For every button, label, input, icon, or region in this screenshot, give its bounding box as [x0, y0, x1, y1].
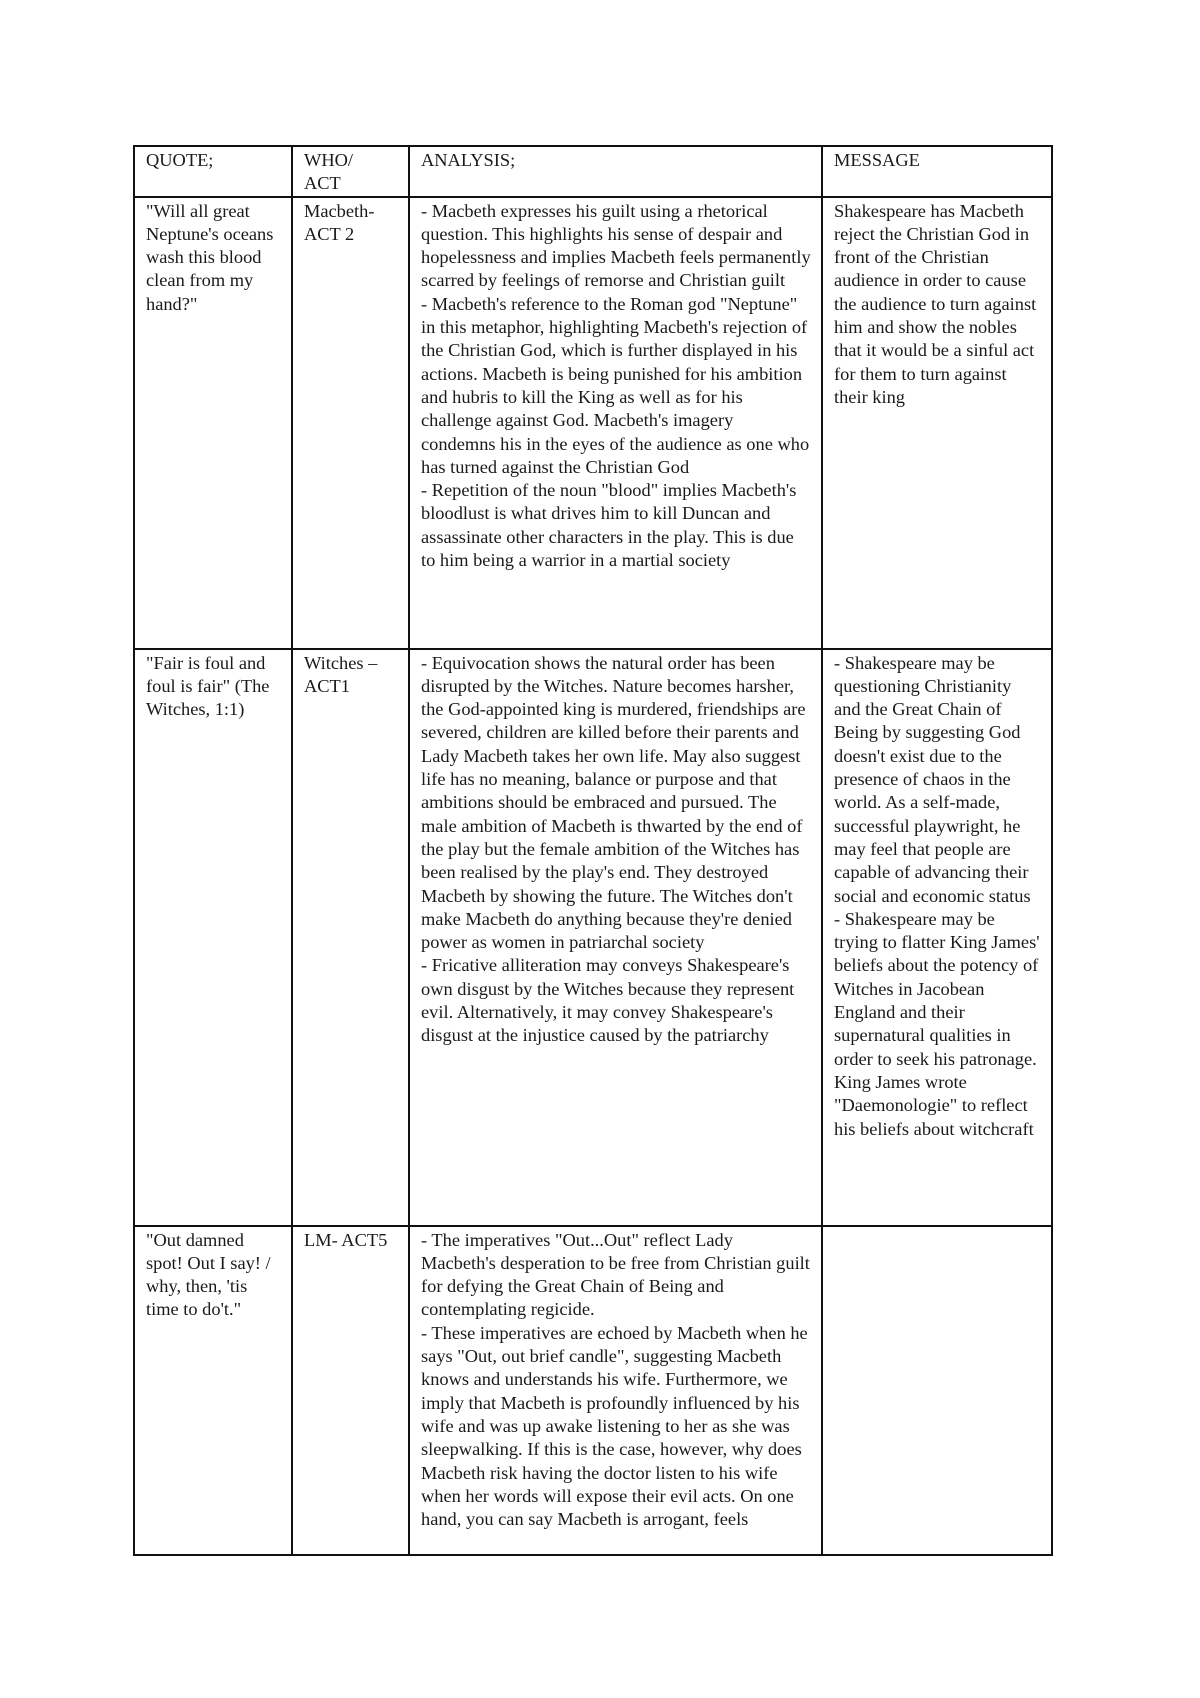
who-act-cell: Witches – ACT1: [292, 649, 409, 1226]
analysis-point: - Equivocation shows the natural order has been disrupted by the Witches. Nature becomes harsher, the God-appointed king is murdered, friendships are severed, children are killed before their parents and Lady Macbeth takes her own life. May also suggest life has no meaning, balance or purpose and that ambitions should be embraced and pursued. The male ambition of Macbeth is thwarted by the end of the play but the female ambition of the Witches has been realised by the play's end. They destroyed Macbeth by showing the future. The Witches don't make Macbeth do anything because they're denied power as women in patriarchal society: [421, 652, 806, 953]
analysis-point: - Macbeth expresses his guilt using a rhetorical question. This highlights his sense of despair and hopelessness and implies Macbeth feels permanently scarred by feelings of remorse and Christian guilt: [421, 200, 811, 291]
message-point: - Shakespeare may be trying to flatter King James' beliefs about the potency of Witches in Jacobean England and their supernatural qualities in order to seek his patronage. King James wrote "Daemonologie" to reflect his beliefs about witchcraft: [834, 908, 1040, 1139]
message-cell: [822, 197, 1052, 649]
header-who-act: WHO/ ACT: [292, 146, 409, 197]
table-header-row: [134, 146, 1052, 197]
message-cell: [822, 649, 1052, 1226]
analysis-point: - Fricative alliteration may conveys Shakespeare's own disgust by the Witches because they represent evil. Alternatively, it may convey Shakespeare's disgust at the injustice caused by the patriarchy: [421, 955, 795, 1046]
message-point: Shakespeare has Macbeth reject the Christian God in front of the Christian audience in order to cause the audience to turn against him and show the nobles that it would be a sinful act for them to turn against their king: [834, 200, 1037, 407]
analysis-cell: [409, 197, 822, 649]
header-analysis: ANALYSIS;: [409, 146, 822, 197]
header-message: MESSAGE: [822, 146, 1052, 197]
analysis-point: - Repetition of the noun "blood" implies Macbeth's bloodlust is what drives him to kill Duncan and assassinate other characters in the play. This is due to him being a warrior in a martial society: [421, 480, 797, 571]
quote-cell: "Fair is foul and foul is fair" (The Witches, 1:1): [134, 649, 292, 1226]
analysis-point: - Macbeth's reference to the Roman god "Neptune" in this metaphor, highlighting Macbeth's rejection of the Christian God, which is further displayed in his actions. Macbeth is being punished for his ambition and hubris to kill the King as well as for his challenge against God. Macbeth's imagery condemns his in the eyes of the audience as one who has turned against the Christian God: [421, 293, 810, 477]
message-cell: [822, 1226, 1052, 1555]
analysis-cell: [409, 649, 822, 1226]
quote-cell: "Out damned spot! Out I say! / why, then, 'tis time to do't.": [134, 1226, 292, 1555]
table-row: [134, 197, 1052, 649]
analysis-cell: [409, 1226, 822, 1555]
who-act-cell: LM- ACT5: [292, 1226, 409, 1555]
quote-analysis-table: [133, 145, 1053, 1556]
message-point: - Shakespeare may be questioning Christianity and the Great Chain of Being by suggesting God doesn't exist due to the presence of chaos in the world. As a self-made, successful playwright, he may feel that people are capable of advancing their social and economic status: [834, 652, 1031, 906]
header-quote: QUOTE;: [134, 146, 292, 197]
analysis-point: - These imperatives are echoed by Macbeth when he says "Out, out brief candle", suggesting Macbeth knows and understands his wife. Furthermore, we imply that Macbeth is profoundly influenced by his wife and was up awake listening to her as she was sleepwalking. If this is the case, however, why does Macbeth risk having the doctor listen to his wife when her words will expose their evil acts. On one hand, you can say Macbeth is arrogant, feels: [421, 1322, 808, 1530]
who-act-cell: Macbeth- ACT 2: [292, 197, 409, 649]
table-row: [134, 649, 1052, 1226]
quote-cell: "Will all great Neptune's oceans wash this blood clean from my hand?": [134, 197, 292, 649]
analysis-point: - The imperatives "Out...Out" reflect Lady Macbeth's desperation to be free from Christian guilt for defying the Great Chain of Being and contemplating regicide.: [421, 1229, 810, 1320]
table-row: [134, 1226, 1052, 1555]
